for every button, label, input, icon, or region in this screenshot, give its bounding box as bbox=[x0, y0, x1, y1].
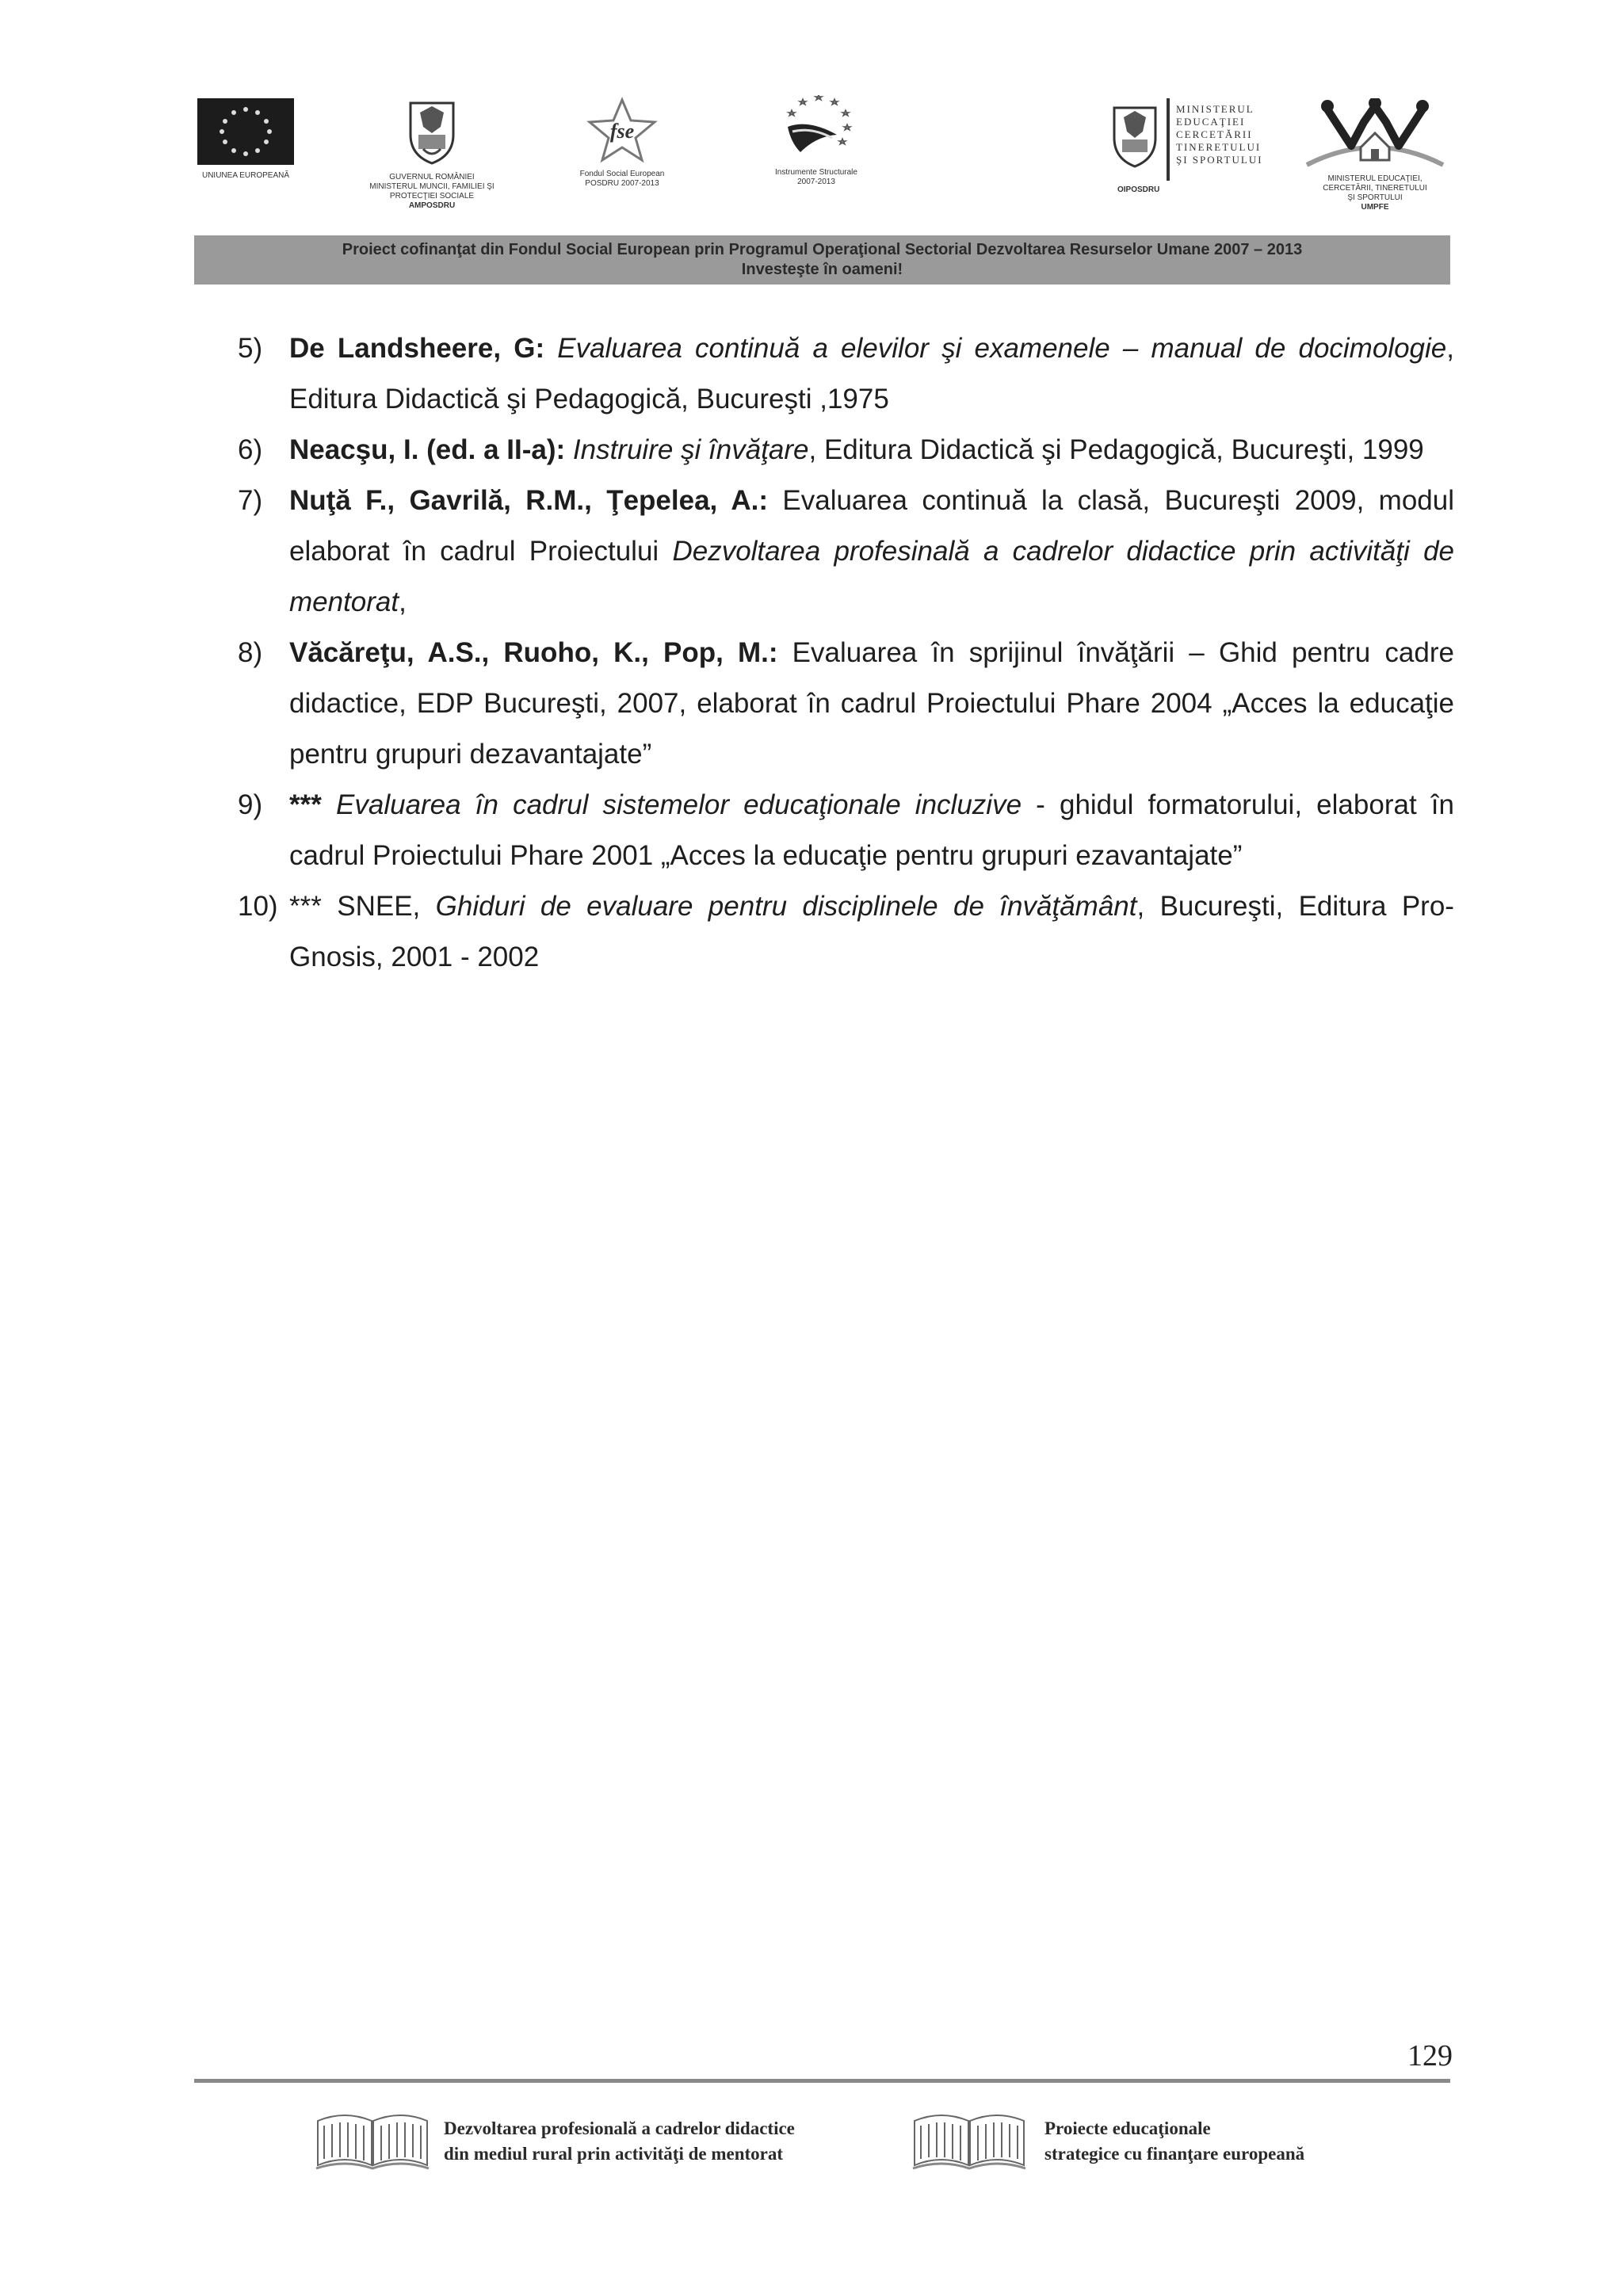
reference-title: Instruire şi învăţare bbox=[565, 434, 809, 465]
ministry-line-2: EDUCAŢIEI bbox=[1176, 116, 1246, 128]
umpfe-caption-bold: UMPFE bbox=[1361, 203, 1389, 212]
reference-number: 7) bbox=[238, 485, 263, 516]
reference-item bbox=[238, 628, 1454, 780]
reference-item bbox=[238, 476, 1454, 628]
footer-left-line-1: Dezvoltarea profesională a cadrelor didactice bbox=[444, 2118, 795, 2138]
structural-instruments-icon bbox=[777, 95, 856, 162]
structural-instruments-logo bbox=[761, 95, 872, 187]
reference-title: Dezvoltarea profesinală a cadrelor didactice prin activităţi de mentorat bbox=[289, 536, 1455, 617]
umpfe-caption-3: ŞI SPORTULUI bbox=[1347, 193, 1403, 202]
reference-number: 10) bbox=[238, 891, 278, 922]
eu-caption: UNIUNEA EUROPEANĂ bbox=[201, 171, 290, 180]
reference-authors: Văcăreţu, A.S., Ruoho, K., Pop, M.: bbox=[289, 637, 778, 668]
umpfe-logo bbox=[1300, 98, 1450, 212]
footer-left-line-2: din mediul rural prin activităţi de mentorat bbox=[444, 2144, 784, 2164]
is-caption-1: Instrumente Structurale bbox=[775, 168, 857, 177]
eu-flag-icon bbox=[197, 98, 294, 165]
ministry-line-4: TINERETULUI bbox=[1176, 141, 1262, 153]
reference-details: , Bucureşti, Editura Pro-Gnosis, 2001 - 2002 bbox=[289, 891, 1454, 972]
romanian-coat-of-arms-icon bbox=[404, 95, 460, 166]
ministry-coat-of-arms-icon bbox=[1109, 101, 1160, 170]
ministry-line-3: CERCETĂRII bbox=[1176, 128, 1253, 140]
footer-right-line-2: strategice cu finanţare europeană bbox=[1044, 2144, 1305, 2164]
reference-title: Evaluarea continuă a elevilor şi examenele – manual de docimologie bbox=[544, 333, 1447, 364]
reference-plain: *** SNEE, bbox=[289, 891, 436, 922]
fse-caption-1: Fondul Social European bbox=[579, 170, 665, 178]
reference-details: - ghidul formatorului, elaborat în cadrul Proiectului Phare 2001 „Acces la educaţie pentru grupuri ezavantajate” bbox=[289, 789, 1454, 871]
references-list bbox=[238, 323, 1454, 983]
reference-number: 8) bbox=[238, 637, 263, 668]
reference-item bbox=[238, 323, 1454, 425]
fse-logo bbox=[567, 97, 678, 189]
page-number: 129 bbox=[1407, 2039, 1453, 2073]
banner-line-1: Proiect cofinanţat din Fondul Social European prin Programul Operaţional Sectorial Dezvoltarea Resurselor Umane 2007 – 2013 bbox=[342, 241, 1303, 258]
footer-left-block bbox=[313, 2110, 868, 2181]
reference-item bbox=[238, 425, 1454, 476]
reference-title: Evaluarea în cadrul sistemelor educaţionale incluzive bbox=[321, 789, 1022, 820]
gov-caption-3: PROTECŢIEI SOCIALE bbox=[389, 192, 475, 201]
gov-caption-bold: AMPOSDRU bbox=[408, 201, 456, 210]
header-logos bbox=[0, 87, 1623, 238]
footer-right-line-1: Proiecte educaţionale bbox=[1044, 2118, 1211, 2138]
reference-authors: *** bbox=[289, 789, 322, 820]
reference-plain: Evaluarea continuă la clasă, Bucureşti 2009, modul elaborat în cadrul Proiectului bbox=[289, 485, 1454, 567]
reference-details: , Editura Didactică şi Pedagogică, Bucureşti, 1999 bbox=[808, 434, 1424, 465]
banner-line-2: Investeşte în oameni! bbox=[741, 261, 903, 278]
umpfe-house-icon bbox=[1304, 98, 1446, 168]
ministry-line-1: MINISTERUL bbox=[1176, 103, 1254, 115]
fse-star-icon bbox=[586, 97, 658, 163]
reference-authors: Nuţă F., Gavrilă, R.M., Ţepelea, A.: bbox=[289, 485, 769, 516]
reference-number: 5) bbox=[238, 333, 263, 364]
reference-item bbox=[238, 881, 1454, 983]
reference-title: Ghiduri de evaluare pentru disciplinele de învăţământ bbox=[435, 891, 1137, 922]
gov-caption-2: MINISTERUL MUNCII, FAMILIEI ŞI bbox=[369, 182, 495, 191]
footer-divider bbox=[194, 2079, 1450, 2083]
open-book-icon bbox=[910, 2110, 1029, 2172]
ministry-caption-bold: OIPOSDRU bbox=[1117, 185, 1160, 194]
project-banner bbox=[194, 235, 1450, 285]
is-caption-2: 2007-2013 bbox=[797, 178, 835, 186]
reference-plain: Evaluarea în sprijinul învăţării – Ghid pentru cadre didactice, EDP Bucureşti, 2007, elaborat în cadrul Proiectului Phare 2004 „Acces la educaţie pentru grupuri dezavantajate” bbox=[289, 637, 1454, 770]
reference-item bbox=[238, 780, 1454, 881]
gov-caption-1: GUVERNUL ROMÂNIEI bbox=[389, 173, 475, 181]
fse-caption-2: POSDRU 2007-2013 bbox=[585, 179, 659, 188]
footer-right-block bbox=[910, 2110, 1401, 2181]
svg-text:fse: fse bbox=[609, 120, 635, 143]
open-book-icon bbox=[313, 2110, 432, 2172]
ministry-line-5: ŞI SPORTULUI bbox=[1176, 154, 1263, 166]
reference-authors: Neacşu, I. (ed. a II-a): bbox=[289, 434, 566, 465]
reference-details: , bbox=[399, 586, 407, 617]
umpfe-caption-1: MINISTERUL EDUCAŢIEI, bbox=[1327, 174, 1423, 183]
reference-number: 6) bbox=[238, 434, 263, 465]
ministry-divider bbox=[1167, 98, 1170, 181]
reference-authors: De Landsheere, G: bbox=[289, 333, 545, 364]
eu-logo bbox=[194, 98, 297, 181]
reference-number: 9) bbox=[238, 789, 263, 820]
government-logo bbox=[357, 95, 507, 211]
ministry-logo bbox=[1109, 98, 1276, 195]
reference-details: , Editura Didactică şi Pedagogică, Bucureşti ,1975 bbox=[289, 333, 1454, 415]
umpfe-caption-2: CERCETĂRII, TINERETULUI bbox=[1323, 184, 1427, 193]
